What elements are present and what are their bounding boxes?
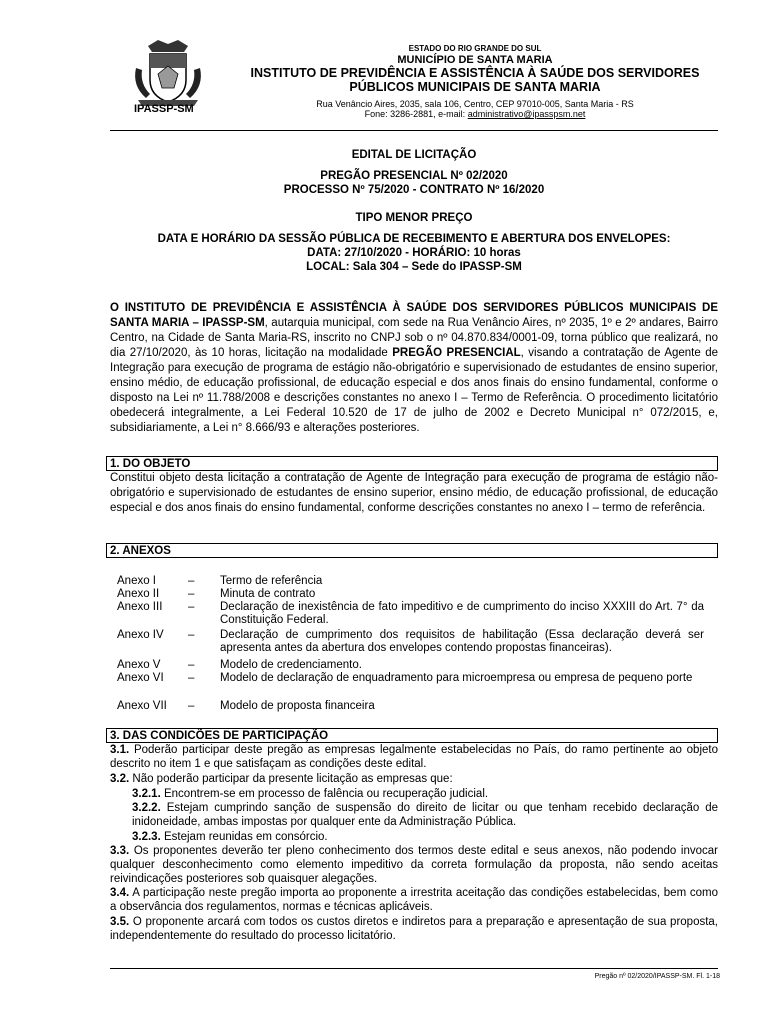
logo-label: IPASSP-SM [134, 103, 194, 115]
annex-dash: – [188, 629, 195, 641]
item-3-4: 3.4. A participação neste pregão importa ao proponente a irrestrita aceitação das condições estabelecidas, bem como a observância dos regulamentos, normas e técnicas aplicáveis. [110, 887, 718, 913]
item-3-1: 3.1. Poderão participar deste pregão as empresas legalmente estabelecidas no País, do ramo pertinente ao objeto descrito no item 1 e que satisfaçam as condições deste edital. [110, 744, 718, 770]
annex-dash: – [188, 700, 195, 712]
annex-key: Anexo IV [117, 629, 164, 641]
page-footer: Pregão nº 02/2020/IPASSP-SM. Fl. 1-18 [594, 973, 720, 980]
section2-heading: 2. ANEXOS [106, 543, 718, 558]
annex-value: Declaração de inexistência de fato impeditivo e de cumprimento do inciso XXXIII do Art. 7° da Constituição Federal. [220, 601, 704, 626]
item-3-2: 3.2. Não poderão participar da presente licitação as empresas que: [110, 773, 453, 785]
section1-heading: 1. DO OBJETO [106, 456, 718, 471]
edital-title: EDITAL DE LICITAÇÃO [351, 149, 477, 161]
item-3-5: 3.5. O proponente arcará com todos os custos diretos e indiretos para a preparação e apresentação de sua proposta, independentemente do resultado do processo licitatório. [110, 916, 718, 942]
annex-dash: – [188, 588, 195, 600]
processo-number: PROCESSO Nº 75/2020 - CONTRATO Nº 16/2020 [283, 184, 545, 196]
annex-key: Anexo VII [117, 700, 167, 712]
data-horario-heading: DATA E HORÁRIO DA SESSÃO PÚBLICA DE RECEBIMENTO E ABERTURA DOS ENVELOPES: [157, 233, 671, 245]
intro-bold-mid: PREGÃO PRESENCIAL [392, 347, 521, 359]
data-line: DATA: 27/10/2020 - HORÁRIO: 10 horas [307, 247, 521, 259]
annex-value: Modelo de declaração de enquadramento para microempresa ou empresa de pequeno porte [220, 672, 693, 684]
annex-key: Anexo V [117, 659, 161, 671]
annex-value: Modelo de proposta financeira [220, 700, 375, 712]
local-line: LOCAL: Sala 304 – Sede do IPASSP-SM [306, 261, 522, 273]
item-3-2-2: 3.2.2. Estejam cumprindo sanção de suspensão do direito de licitar ou que tenham recebido declaração de inidoneidade, ambas impostas por qualquer ente da Administração Pública. [132, 802, 718, 828]
intro-text2: , visando a contratação de Agente de Integração para execução de programa de estágio não-obrigatório e supervisionado de estudantes de ensino superior, ensino médio, de educação profissional, de educação especial e dos anos finais do ensino fundamental, conforme o disposto na Lei nº 11.788/2008 e descrições constantes no anexo I – Termo de Referência. O procedimento licitatório obedecerá integralmente, a Lei Federal 10.520 de 17 de julho de 2002 e Decreto Municipal n° 072/2015, e, subsidiariamente, a Lei n° 8.666/93 e alterações posteriores. [110, 347, 718, 434]
coat-of-arms-icon [128, 38, 208, 108]
annex-value: Declaração de cumprimento dos requisitos de habilitação (Essa declaração deverá ser apresenta antes da abertura dos envelopes contendo propostas financeiras). [220, 629, 704, 654]
intro-bold-start: O INSTITUTO DE PREVIDÊNCIA E ASSISTÊNCIA À SAÚDE DOS SERVIDORES PÚBLICOS MUNICIPAIS DE SANTA MARIA – IPASSP-SM [110, 302, 718, 329]
header-divider [110, 130, 718, 131]
header-contact [215, 109, 735, 119]
annex-key: Anexo I [117, 575, 156, 587]
item-3-2-1: 3.2.1. Encontrem-se em processo de falência ou recuperação judicial. [132, 788, 489, 800]
annex-key: Anexo VI [117, 672, 164, 684]
annex-dash: – [188, 659, 195, 671]
footer-divider [110, 968, 718, 969]
annex-key: Anexo III [117, 601, 163, 613]
intro-text1: , autarquia municipal, com sede na Rua Venâncio Aires, nº 2035, 1º e 2º andares, Bairro Centro, na Cidade de Santa Maria-RS, inscrito no CNPJ sob o nº 04.870.834/0001-09, torna público que realizará, no dia 27/10/2020, às 10 horas, licitação na modalidade [110, 317, 718, 359]
header-state: ESTADO DO RIO GRANDE DO SUL [408, 44, 542, 53]
item-3-3: 3.3. Os proponentes deverão ter pleno conhecimento dos termos deste edital e seus anexos, não podendo invocar qualquer desconhecimento como elemento impeditivo da correta formulação da proposta, não sendo aceitas reivindicações posteriores sob quaisquer alegações. [110, 845, 718, 885]
annex-dash: – [188, 601, 195, 613]
intro-paragraph [110, 301, 718, 436]
header-address: Rua Venâncio Aires, 2035, sala 106, Centro, CEP 97010-005, Santa Maria - RS [316, 99, 634, 109]
email-link[interactable]: administrativo@ipasspsm.net [467, 109, 586, 119]
section3-heading: 3. DAS CONDICÕES DE PARTICIPAÇÃO [106, 728, 718, 743]
header-institute-line2: PÚBLICOS MUNICIPAIS DE SANTA MARIA [349, 80, 601, 94]
annex-value: Minuta de contrato [220, 588, 316, 600]
header-institute-line1: INSTITUTO DE PREVIDÊNCIA E ASSISTÊNCIA À SAÚDE DOS SERVIDORES [250, 66, 700, 80]
annex-dash: – [188, 672, 195, 684]
annex-key: Anexo II [117, 588, 160, 600]
tipo: TIPO MENOR PREÇO [355, 212, 473, 224]
section1-text: Constitui objeto desta licitação a contratação de Agente de Integração para execução de programa de estágio não-obrigatório e supervisionado de estudantes de ensino superior, ensino médio, de educação profissional, de educação especial e dos anos finais do ensino fundamental, conforme descrições constantes no anexo I – termo de referência. [110, 472, 718, 514]
pregao-number: PREGÃO PRESENCIAL Nº 02/2020 [320, 170, 508, 182]
annex-dash: – [188, 575, 195, 587]
header-municipality: MUNICÍPIO DE SANTA MARIA [397, 54, 553, 66]
header-phone: Fone: 3286-2881, e-mail: [364, 109, 468, 119]
annex-value: Modelo de credenciamento. [220, 659, 362, 671]
annex-value: Termo de referência [220, 575, 323, 587]
item-3-2-3: 3.2.3. Estejam reunidas em consórcio. [132, 831, 328, 843]
